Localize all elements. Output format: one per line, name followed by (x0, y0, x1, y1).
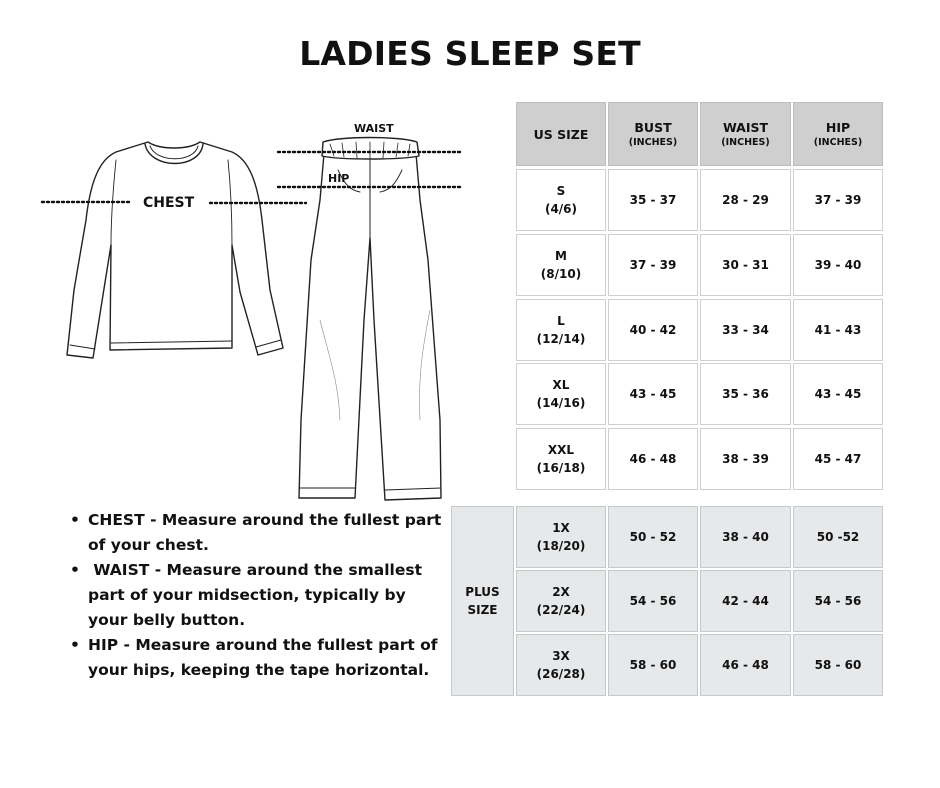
garment-drawing (0, 0, 480, 510)
table-cell-bust: 40 - 42 (608, 299, 698, 361)
table-cell-hip: 41 - 43 (793, 299, 883, 361)
list-item (66, 558, 446, 633)
table-cell-waist: 38 - 39 (700, 428, 791, 490)
table-cell-hip: 45 - 47 (793, 428, 883, 490)
plus-size-label: PLUS SIZE (451, 506, 514, 696)
bullet-icon: • (70, 511, 80, 529)
pants-drawing (299, 138, 441, 501)
table-cell-waist: 42 - 44 (700, 570, 791, 632)
header-bust: BUST (INCHES) (608, 102, 698, 166)
table-cell-hip: 58 - 60 (793, 634, 883, 696)
table-cell-bust: 35 - 37 (608, 169, 698, 231)
page-title: LADIES SLEEP SET (299, 34, 641, 73)
table-row-size-cell: L (12/14) (516, 299, 606, 361)
shirt-drawing (67, 142, 283, 358)
table-cell-hip: 54 - 56 (793, 570, 883, 632)
table-cell-waist: 35 - 36 (700, 363, 791, 425)
header-waist: WAIST (INCHES) (700, 102, 791, 166)
bullet-icon: • (70, 636, 80, 654)
hip-label: HIP (328, 172, 350, 185)
table-cell-bust: 58 - 60 (608, 634, 698, 696)
table-cell-waist: 38 - 40 (700, 506, 791, 568)
table-cell-hip: 37 - 39 (793, 169, 883, 231)
chest-label: CHEST (143, 195, 195, 211)
table-row-size-cell: XXL (16/18) (516, 428, 606, 490)
table-cell-bust: 50 - 52 (608, 506, 698, 568)
table-row-size-cell: 1X (18/20) (516, 506, 606, 568)
table-cell-hip: 50 -52 (793, 506, 883, 568)
table-cell-waist: 33 - 34 (700, 299, 791, 361)
table-row-size-cell: S (4/6) (516, 169, 606, 231)
table-cell-waist: 46 - 48 (700, 634, 791, 696)
table-cell-bust: 37 - 39 (608, 234, 698, 296)
table-row-size-cell: 2X (22/24) (516, 570, 606, 632)
bullet-icon: • (70, 561, 80, 579)
list-item (66, 508, 446, 558)
table-cell-hip: 43 - 45 (793, 363, 883, 425)
note-text: HIP - Measure around the fullest part of your hips, keeping the tape horizontal. (88, 636, 438, 679)
table-cell-waist: 30 - 31 (700, 234, 791, 296)
table-row-size-cell: 3X (26/28) (516, 634, 606, 696)
note-text: WAIST - Measure around the smallest part of your midsection, typically by your belly button. (88, 561, 428, 629)
table-cell-bust: 54 - 56 (608, 570, 698, 632)
header-hip: HIP (INCHES) (793, 102, 883, 166)
table-cell-bust: 43 - 45 (608, 363, 698, 425)
table-row-size-cell: M (8/10) (516, 234, 606, 296)
table-cell-waist: 28 - 29 (700, 169, 791, 231)
table-cell-hip: 39 - 40 (793, 234, 883, 296)
table-row-size-cell: XL (14/16) (516, 363, 606, 425)
list-item (66, 633, 446, 683)
waist-label: WAIST (354, 122, 394, 135)
header-us-size: US SIZE (516, 102, 606, 166)
sleep-set-illustration (0, 0, 480, 510)
note-text: CHEST - Measure around the fullest part of your chest. (88, 511, 442, 554)
table-cell-bust: 46 - 48 (608, 428, 698, 490)
measurement-instructions (66, 508, 446, 683)
